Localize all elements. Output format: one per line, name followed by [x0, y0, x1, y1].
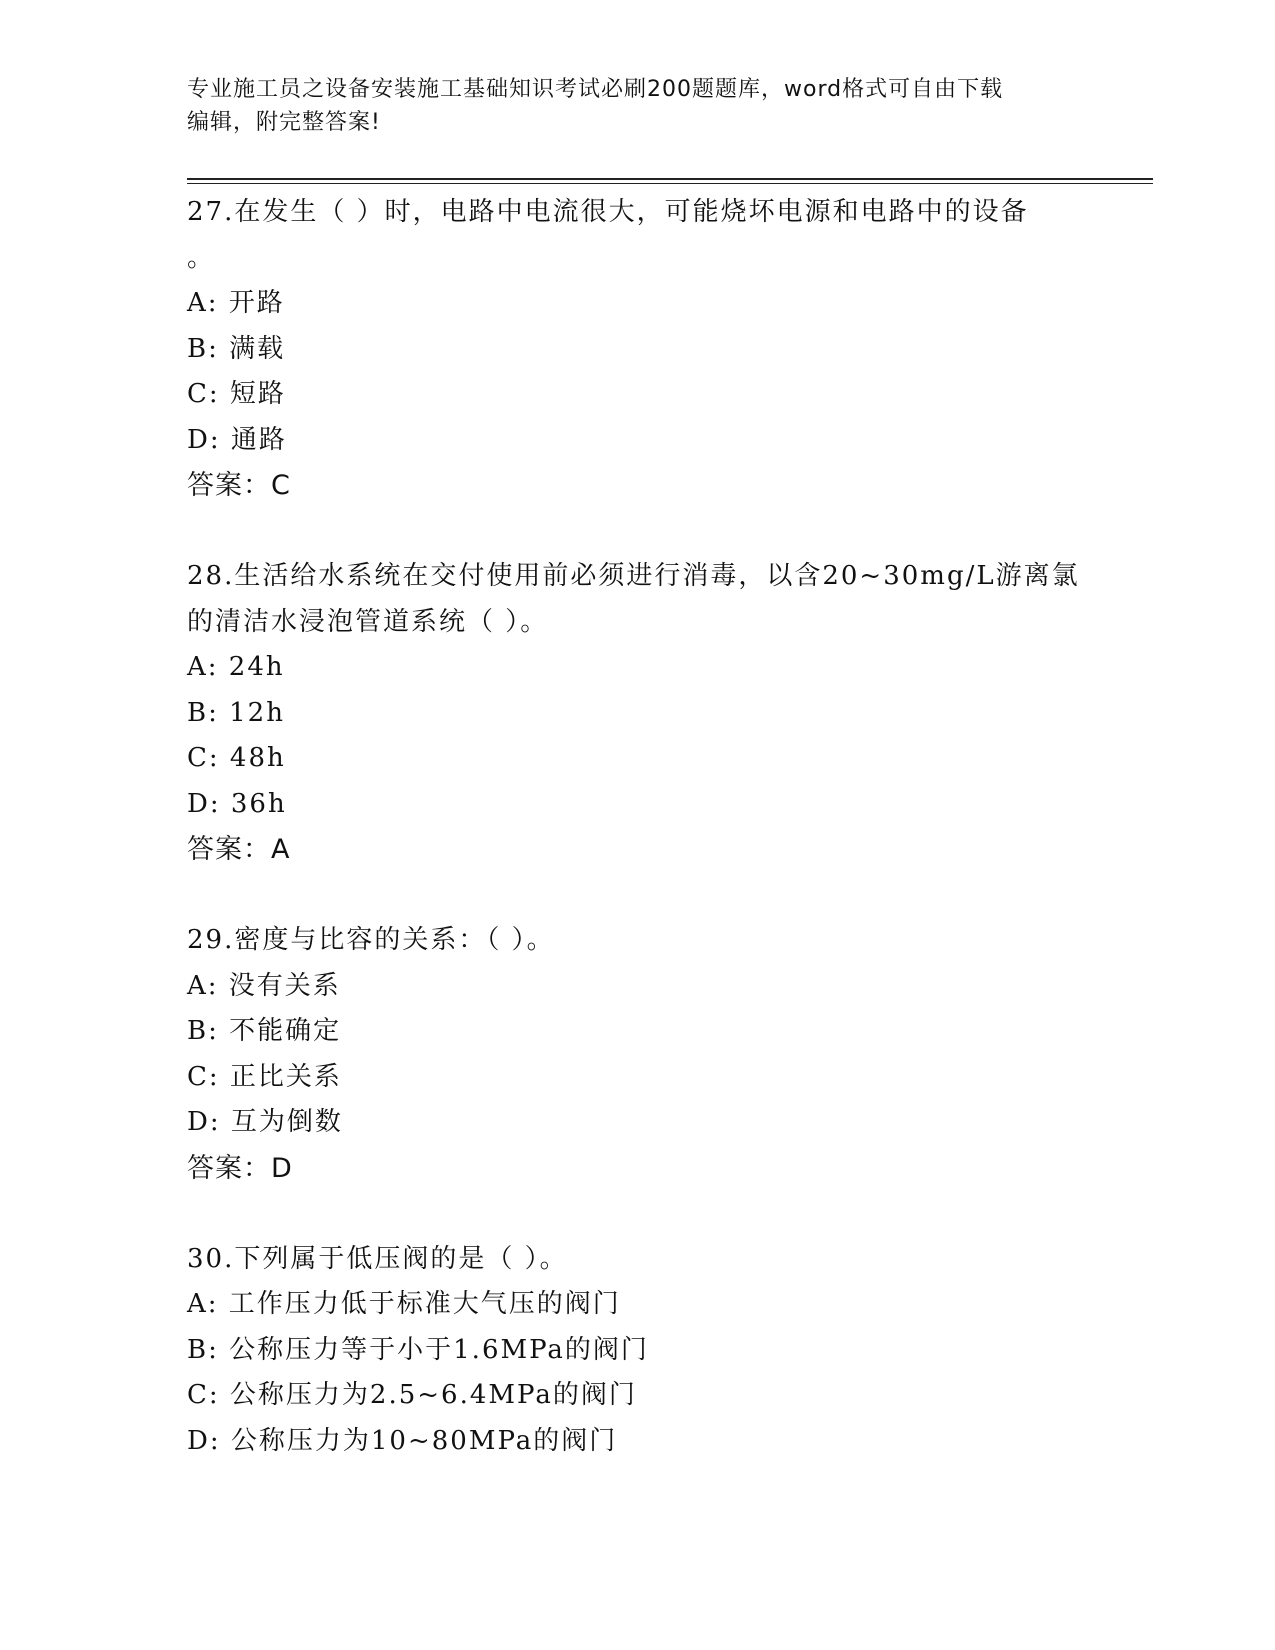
spacer	[187, 1191, 1087, 1237]
question-27	[187, 190, 1087, 509]
spacer	[187, 509, 1087, 555]
option-d: D: 公称压力为10~80MPa的阀门	[187, 1425, 618, 1456]
option-c: C: 短路	[187, 379, 286, 409]
option-d: D: 互为倒数	[187, 1107, 343, 1137]
header-line-2: 编辑，附完整答案!	[187, 110, 381, 135]
option-a: A: 没有关系	[187, 970, 341, 1001]
question-30	[187, 1237, 1087, 1465]
question-stem-continued: 的清洁水浸泡管道系统（ ）。	[187, 606, 549, 637]
option-a: A: 开路	[187, 288, 285, 318]
document-header	[187, 73, 1087, 139]
option-a: A: 24h	[187, 652, 285, 682]
question-28	[187, 554, 1087, 873]
question-stem: 29.密度与比容的关系：（ ）。	[187, 925, 555, 955]
option-c: C: 正比关系	[187, 1061, 342, 1092]
option-b: B: 12h	[187, 697, 285, 728]
header-divider-thin	[187, 183, 1153, 184]
spacer	[187, 873, 1087, 919]
header-line-1: 专业施工员之设备安装施工基础知识考试必刷200题题库，word格式可自由下载	[187, 77, 1004, 102]
answer: 答案：D	[187, 1152, 293, 1184]
option-b: B: 满载	[187, 333, 286, 364]
header-divider-thick	[187, 178, 1153, 180]
option-c: C: 公称压力为2.5~6.4MPa的阀门	[187, 1380, 637, 1410]
answer: 答案：C	[187, 470, 291, 501]
option-d: D: 36h	[187, 788, 287, 819]
question-stem: 30.下列属于低压阀的是（ ）。	[187, 1243, 568, 1274]
option-a: A: 工作压力低于标准大气压的阀门	[187, 1289, 621, 1319]
option-b: B: 不能确定	[187, 1016, 342, 1046]
question-stem: 28.生活给水系统在交付使用前必须进行消毒，以含20~30mg/L游离氯	[187, 561, 1080, 591]
question-stem-continued: 。	[187, 242, 216, 273]
question-list	[187, 190, 1087, 1464]
answer: 答案：A	[187, 834, 291, 865]
question-29	[187, 918, 1087, 1191]
option-b: B: 公称压力等于小于1.6MPa的阀门	[187, 1334, 649, 1365]
question-stem: 27.在发生（ ）时，电路中电流很大，可能烧坏电源和电路中的设备	[187, 197, 1029, 227]
option-c: C: 48h	[187, 743, 286, 773]
option-d: D: 通路	[187, 424, 287, 455]
